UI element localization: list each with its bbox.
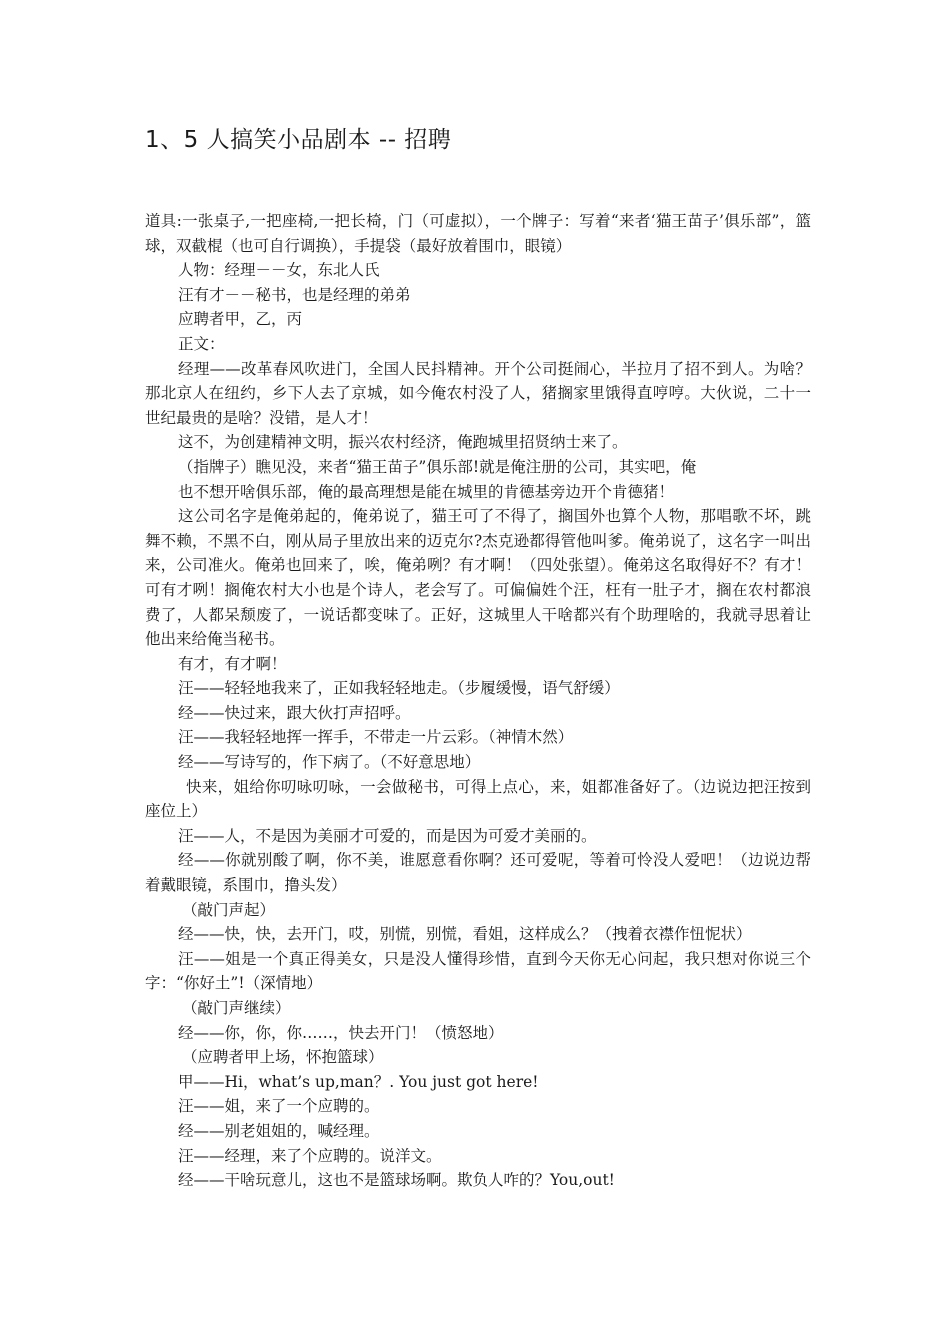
dialogue-line: 汪——轻轻地我来了，正如我轻轻地走。（步履缓慢，语气舒缓）: [178, 679, 620, 698]
stage-direction: （敲门声继续）: [182, 999, 291, 1017]
dialogue-line: 汪——经理，来了个应聘的。说洋文。: [178, 1146, 442, 1165]
dialogue-line: 汪——人，不是因为美丽才可爱的，而是因为可爱才美丽的。: [178, 826, 597, 845]
props-paragraph: 道具:一张桌子,一把座椅,一把长椅，门（可虚拟），一个牌子：写着“来者‘猫王苗子’俱乐部”，篮球，双截棍（也可自行调换），手提袋（最好放着围巾，眼镜）: [145, 212, 811, 255]
dialogue-line: 有才，有才啊！: [178, 654, 287, 673]
document-title: 1、5 人搞笑小品剧本 -- 招聘: [145, 127, 452, 153]
dialogue-line: 经——你就别酸了啊，你不美，谁愿意看你啊？还可爱呢，等着可怜没人爱吧！（边说边帮着戴眼镜，系围巾，撸头发）: [145, 851, 811, 895]
dialogue-line: 经——干啥玩意儿，这也不是篮球场啊。欺负人咋的？You,out!: [178, 1171, 615, 1190]
dialogue-line: 汪——姐是一个真正得美女，只是没人懂得珍惜，直到今天你无心问起，我只想对你说三个字：“你好土”!（深情地）: [145, 949, 811, 993]
section-heading: 正文：: [178, 334, 225, 353]
script-body: [145, 209, 811, 1193]
dialogue-line: 经——别老姐姐的，喊经理。: [178, 1121, 380, 1140]
dialogue-line: 经——你，你，你……，快去开门！（愤怒地）: [178, 1023, 504, 1042]
characters-line: 汪有才－－秘书，也是经理的弟弟: [178, 285, 411, 304]
dialogue-line: 汪——我轻轻地挥一挥手，不带走一片云彩。（神情木然）: [178, 728, 574, 747]
dialogue-line: 经——写诗写的，作下病了。（不好意思地）: [178, 753, 481, 772]
dialogue-line: 也不想开啥俱乐部，俺的最高理想是能在城里的肯德基旁边开个肯德猪！: [178, 482, 675, 501]
stage-direction: （应聘者甲上场，怀抱篮球）: [182, 1048, 384, 1067]
dialogue-line: 经——快过来，跟大伙打声招呼。: [178, 703, 411, 722]
characters-line: 应聘者甲，乙，丙: [178, 310, 303, 329]
dialogue-line: （指牌子）瞧见没，来者“猫王苗子”俱乐部!就是俺注册的公司，其实吧，俺: [178, 457, 697, 476]
dialogue-line: 这不，为创建精神文明，振兴农村经济，俺跑城里招贤纳士来了。: [178, 433, 628, 452]
dialogue-line: 快来，姐给你叨咏叨咏，一会做秘书，可得上点心，来，姐都准备好了。（边说边把汪按到座位上）: [145, 777, 811, 821]
dialogue-line: 经——快，快，去开门，哎，别慌，别慌，看姐，这样成么？（拽着衣襟作忸怩状）: [178, 925, 752, 944]
dialogue-line: 甲——Hi，what’s up,man？. You just got here!: [178, 1072, 539, 1091]
dialogue-line: 汪——姐，来了一个应聘的。: [178, 1097, 380, 1116]
dialogue-line: 这公司名字是俺弟起的，俺弟说了，猫王可了不得了，搁国外也算个人物，那唱歌不坏，跳舞不赖，不黑不白，刚从局子里放出来的迈克尔?杰克逊都得管他叫爹。俺弟说了，这名字一叫出来，公司准火。俺弟也回来了，唉，俺弟咧？有才啊！（四处张望）。俺弟这名取得好不？有才！可有才咧！搁俺农村大小也是个诗人，老会写了。可偏偏姓个汪，枉有一肚子才，搁在农村都浪费了，人都呆颓废了，一说话都变味了。正好，这城里人干啥都兴有个助理啥的，我就寻思着让他出来给俺当秘书。: [145, 507, 811, 649]
dialogue-line: 经理——改革春风吹进门，全国人民抖精神。开个公司挺闹心，半拉月了招不到人。为啥？那北京人在纽约，乡下人去了京城，如今俺农村没了人，猪搁家里饿得直哼哼。大伙说，二十一世纪最贵的是啥？没错，是人才！: [145, 359, 811, 427]
characters-line: 人物：经理－－女，东北人氏: [178, 261, 380, 280]
stage-direction: （敲门声起）: [182, 900, 276, 919]
